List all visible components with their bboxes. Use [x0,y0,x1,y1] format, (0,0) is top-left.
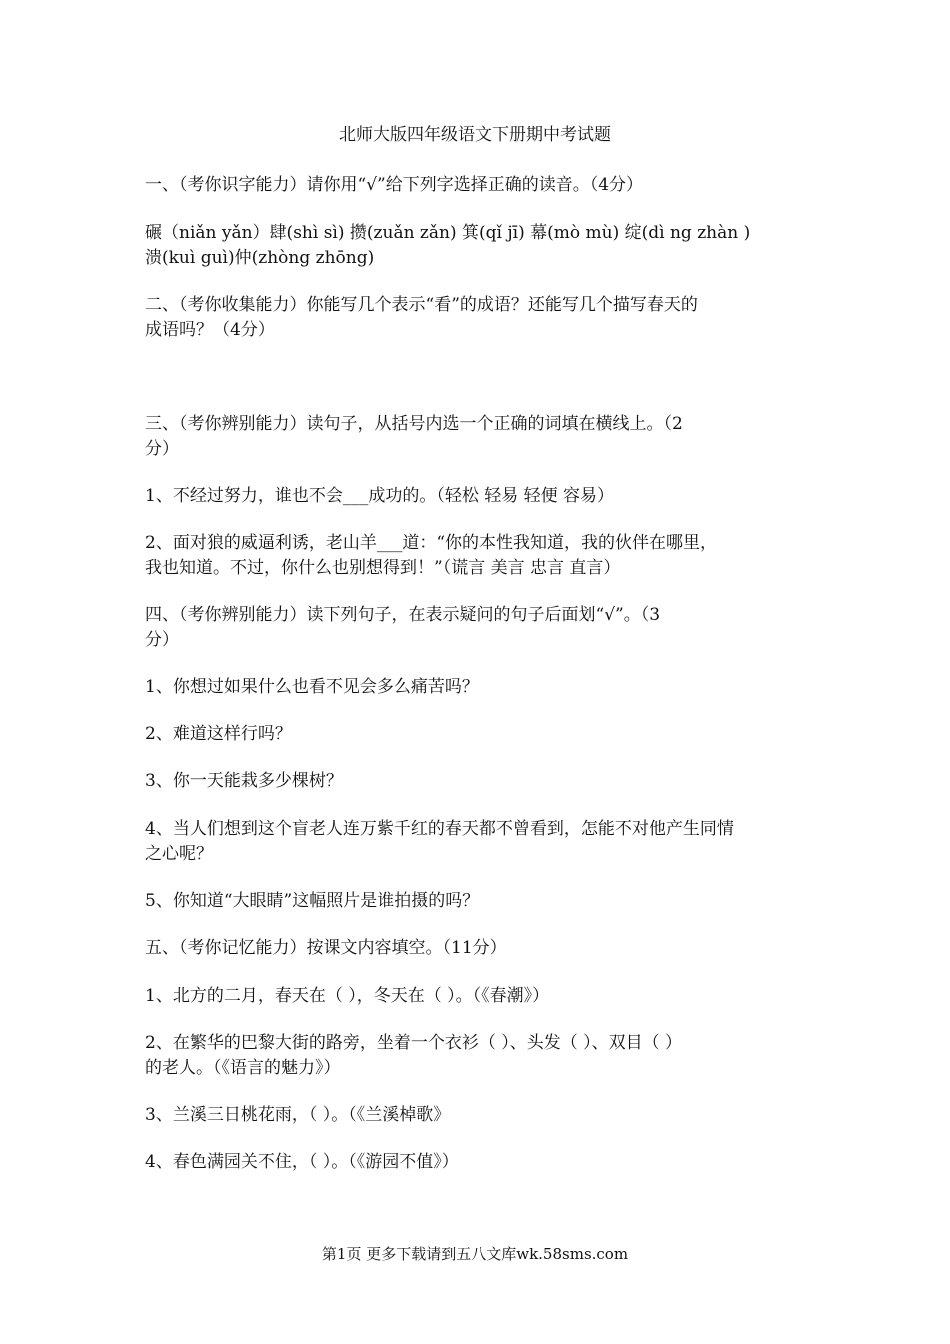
question-5-item-2-cont: 的老人。（《语言的魅力》） [145,1058,341,1078]
question-5-item-2: 2、在繁华的巴黎大街的路旁，坐着一个衣衫（ ）、头发（ ）、双目（ ） [145,1033,683,1053]
question-2-heading-cont: 成语吗？（4分） [145,320,275,340]
question-4-item-2: 2、难道这样行吗？ [145,724,292,744]
page-title: 北师大版四年级语文下册期中考试题 [339,125,611,145]
question-5-item-1: 1、北方的二月，春天在（ ），冬天在（ ）。（《春潮》） [145,986,550,1006]
question-3-item-1: 1、不经过努力，谁也不会___成功的。（轻松 轻易 轻便 容易） [145,486,615,506]
question-3-item-2: 2、面对狼的威逼利诱，老山羊___道：“你的本性我知道，我的伙伴在哪里， [145,533,718,553]
question-5-heading: 五、（考你记忆能力）按课文内容填空。（11分） [145,938,507,958]
question-4-heading: 四、（考你辨别能力）读下列句子，在表示疑问的句子后面划“√”。（3 [145,605,661,625]
question-2-heading: 二、（考你收集能力）你能写几个表示“看”的成语？还能写几个描写春天的 [145,295,698,315]
question-4-item-1: 1、你想过如果什么也看不见会多么痛苦吗？ [145,677,479,697]
question-5-item-4: 4、春色满园关不住，（ ）。（《游园不值》） [145,1152,459,1172]
question-4-heading-cont: 分） [145,630,179,650]
question-1-pinyin-line-2: 溃(kuì guì)仲(zhòng zhōng) [145,248,375,268]
question-4-item-5: 5、你知道“大眼睛”这幅照片是谁拍摄的吗？ [145,891,480,911]
question-4-item-3: 3、你一天能栽多少棵树？ [145,771,343,791]
question-1-heading: 一、（考你识字能力）请你用“√”给下列字选择正确的读音。（4分） [145,175,644,195]
page-footer: 第1页 更多下载请到五八文库wk.58sms.com [321,1245,629,1263]
question-3-item-2-cont: 我也知道。不过，你什么也别想得到！”（谎言 美言 忠言 直言） [145,558,621,578]
question-4-item-4-cont: 之心呢？ [145,844,213,864]
question-5-item-3: 3、兰溪三日桃花雨，（ ）。（《兰溪棹歌》 [145,1105,451,1125]
question-3-heading-cont: 分） [145,439,179,459]
question-1-pinyin-line-1: 碾（niǎn yǎn）肆(shì sì) 攒(zuǎn zǎn) 箕(qǐ jī) 幕(mò mù) 绽(dì ng zhàn ) [145,223,751,243]
question-3-heading: 三、（考你辨别能力）读句子，从括号内选一个正确的词填在横线上。（2 [145,414,683,434]
question-4-item-4: 4、当人们想到这个盲老人连万紫千红的春天都不曾看到，怎能不对他产生同情 [145,819,734,839]
